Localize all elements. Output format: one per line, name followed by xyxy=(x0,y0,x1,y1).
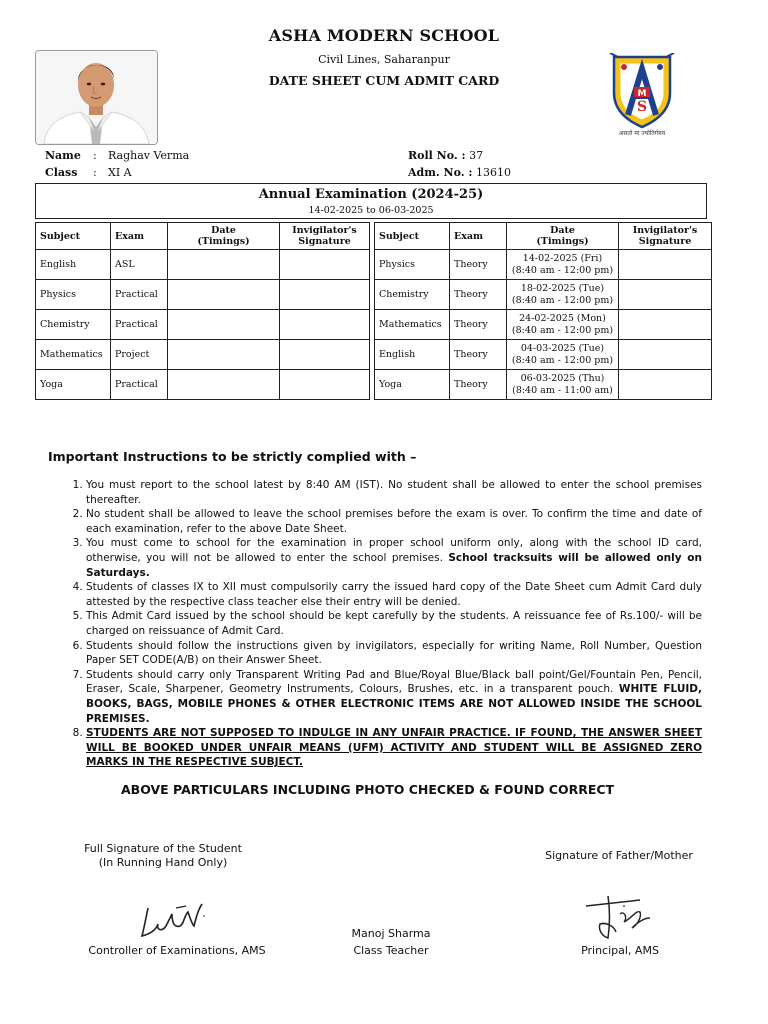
row-invigilator-signature xyxy=(619,250,712,280)
instruction-item: 6. Students should follow the instructions given by invigilators, especially for writing Name, Roll Number, Question Paper SET CODE(A/B) on their Answer Sheet. xyxy=(86,639,702,668)
row-exam: Practical xyxy=(111,280,168,310)
class-field xyxy=(45,166,77,179)
school-crest-icon xyxy=(604,53,680,143)
document-title: DATE SHEET CUM ADMIT CARD xyxy=(268,73,500,88)
row-exam: Practical xyxy=(111,310,168,340)
row-subject: Chemistry xyxy=(375,280,450,310)
class-value: XI A xyxy=(108,166,132,179)
table-header-row xyxy=(36,223,370,250)
row-invigilator-signature xyxy=(619,280,712,310)
row-invigilator-signature xyxy=(280,310,370,340)
class-teacher-name: Manoj Sharma xyxy=(351,927,431,940)
table-row xyxy=(36,250,370,280)
row-exam: Project xyxy=(111,340,168,370)
particulars-checked-note: ABOVE PARTICULARS INCLUDING PHOTO CHECKED & FOUND CORRECT xyxy=(121,782,615,797)
roll-field xyxy=(408,149,483,162)
row-exam: Theory xyxy=(450,310,507,340)
row-exam: Theory xyxy=(450,250,507,280)
row-exam: Theory xyxy=(450,280,507,310)
col-date: Date (Timings) xyxy=(168,223,280,250)
row-date: 18-02-2025 (Tue) (8:40 am - 12:00 pm) xyxy=(507,280,619,310)
col-invigilator: Invigilator's Signature xyxy=(280,223,370,250)
instruction-item: 8. STUDENTS ARE NOT SUPPOSED TO INDULGE IN ANY UNFAIR PRACTICE. IF FOUND, THE ANSWER SHEET WILL BE BOOKED UNDER UNFAIR MEANS (UFM) ACTIVITY AND STUDENT WILL BE ASSIGNED ZERO MARKS IN THE RESPECTIVE SUBJECT. xyxy=(86,726,702,770)
name-sep: : xyxy=(93,149,97,162)
name-label: Name xyxy=(45,149,81,162)
school-logo xyxy=(604,53,680,143)
table-row xyxy=(36,310,370,340)
row-invigilator-signature xyxy=(619,370,712,400)
col-subject: Subject xyxy=(36,223,111,250)
table-row xyxy=(36,370,370,400)
table-row xyxy=(36,340,370,370)
school-address: Civil Lines, Saharanpur xyxy=(318,53,450,66)
row-subject: English xyxy=(375,340,450,370)
instruction-item: 7. Students should carry only Transparent Writing Pad and Blue/Royal Blue/Black ball point/Gel/Fountain Pen, Pencil, Eraser, Scale, Sharpener, Geometry Instruments, Colours, Brushes, etc. in a transparent pouch. WHITE FLUID, BOOKS, BAGS, MOBILE PHONES & OTHER ELECTRONIC ITEMS ARE NOT ALLOWED INSIDE THE SCHOOL PREMISES. xyxy=(86,668,702,726)
col-invigilator: Invigilator's Signature xyxy=(619,223,712,250)
col-exam: Exam xyxy=(450,223,507,250)
exam-date-range: 14-02-2025 to 06-03-2025 xyxy=(308,205,434,216)
row-subject: Chemistry xyxy=(36,310,111,340)
row-exam: Practical xyxy=(111,370,168,400)
controller-label: Controller of Examinations, AMS xyxy=(88,944,266,957)
principal-label: Principal, AMS xyxy=(581,944,659,957)
row-exam: Theory xyxy=(450,370,507,400)
svg-text:M: M xyxy=(637,89,647,99)
table-row xyxy=(375,370,712,400)
row-date: 04-03-2025 (Tue) (8:40 am - 12:00 pm) xyxy=(507,340,619,370)
student-portrait-image xyxy=(36,51,157,144)
row-invigilator-signature xyxy=(280,280,370,310)
row-date xyxy=(168,370,280,400)
school-name: ASHA MODERN SCHOOL xyxy=(268,26,500,45)
adm-field xyxy=(408,166,511,179)
row-exam: Theory xyxy=(450,340,507,370)
roll-label: Roll No. : xyxy=(408,149,466,162)
row-subject: Yoga xyxy=(375,370,450,400)
col-date: Date (Timings) xyxy=(507,223,619,250)
class-teacher-title: Class Teacher xyxy=(353,944,429,957)
table-row xyxy=(375,310,712,340)
col-exam: Exam xyxy=(111,223,168,250)
row-subject: Yoga xyxy=(36,370,111,400)
student-photo xyxy=(35,50,158,145)
instructions-list xyxy=(48,478,702,770)
instruction-item: 1. You must report to the school latest by 8:40 AM (IST). No student shall be allowed to enter the school premises thereafter. xyxy=(86,478,702,507)
row-date xyxy=(168,310,280,340)
row-invigilator-signature xyxy=(280,370,370,400)
table-header-row xyxy=(375,223,712,250)
row-exam: ASL xyxy=(111,250,168,280)
row-invigilator-signature xyxy=(280,340,370,370)
table-row xyxy=(375,340,712,370)
table-row xyxy=(36,280,370,310)
row-date: 14-02-2025 (Fri) (8:40 am - 12:00 pm) xyxy=(507,250,619,280)
class-label: Class xyxy=(45,166,78,179)
instruction-item: 4. Students of classes IX to XII must compulsorily carry the issued hard copy of the Date Sheet cum Admit Card duly attested by the respective class teacher else their entry will be denied. xyxy=(86,580,702,609)
row-date: 06-03-2025 (Thu) (8:40 am - 11:00 am) xyxy=(507,370,619,400)
adm-label: Adm. No. : xyxy=(408,166,473,179)
row-date xyxy=(168,280,280,310)
class-teacher-signature xyxy=(330,927,452,958)
table-row xyxy=(375,250,712,280)
logo-motto: असतो मा ज्योतिर्गमय xyxy=(618,130,666,137)
student-signature-label: Full Signature of the Student (In Running Hand Only) xyxy=(84,842,242,869)
adm-value: 13610 xyxy=(475,166,511,179)
principal-signature-image xyxy=(580,892,664,944)
row-subject: Mathematics xyxy=(375,310,450,340)
class-sep: : xyxy=(93,166,97,179)
svg-text:S: S xyxy=(636,99,648,115)
instructions-heading: Important Instructions to be strictly complied with – xyxy=(48,449,417,464)
controller-signature-image xyxy=(132,896,218,942)
col-subject: Subject xyxy=(375,223,450,250)
row-invigilator-signature xyxy=(619,310,712,340)
row-invigilator-signature xyxy=(619,340,712,370)
table-row xyxy=(375,280,712,310)
row-date: 24-02-2025 (Mon) (8:40 am - 12:00 pm) xyxy=(507,310,619,340)
instruction-item: 2. No student shall be allowed to leave the school premises before the exam is over. To confirm the time and date of each examination, refer to the above Date Sheet. xyxy=(86,507,702,536)
row-date xyxy=(168,340,280,370)
instruction-item: 5. This Admit Card issued by the school should be kept carefully by the students. A reissuance fee of Rs.100/- will be charged on reissuance of Admit Card. xyxy=(86,609,702,638)
name-field xyxy=(45,149,81,162)
row-subject: Physics xyxy=(36,280,111,310)
row-invigilator-signature xyxy=(280,250,370,280)
roll-value: 37 xyxy=(469,149,484,162)
date-sheet-table-right xyxy=(374,222,712,400)
date-sheet-table-left xyxy=(35,222,370,400)
row-subject: English xyxy=(36,250,111,280)
exam-title: Annual Examination (2024-25) xyxy=(258,187,484,202)
row-subject: Mathematics xyxy=(36,340,111,370)
row-date xyxy=(168,250,280,280)
parent-signature-label: Signature of Father/Mother xyxy=(545,849,693,862)
name-value: Raghav Verma xyxy=(108,149,190,162)
instruction-item: 3. You must come to school for the examination in proper school uniform only, along with the school ID card, otherwise, you will not be allowed to enter the school premises. School tracksuits will be allowed only on Saturdays. xyxy=(86,536,702,580)
exam-title-box xyxy=(35,183,707,219)
row-subject: Physics xyxy=(375,250,450,280)
